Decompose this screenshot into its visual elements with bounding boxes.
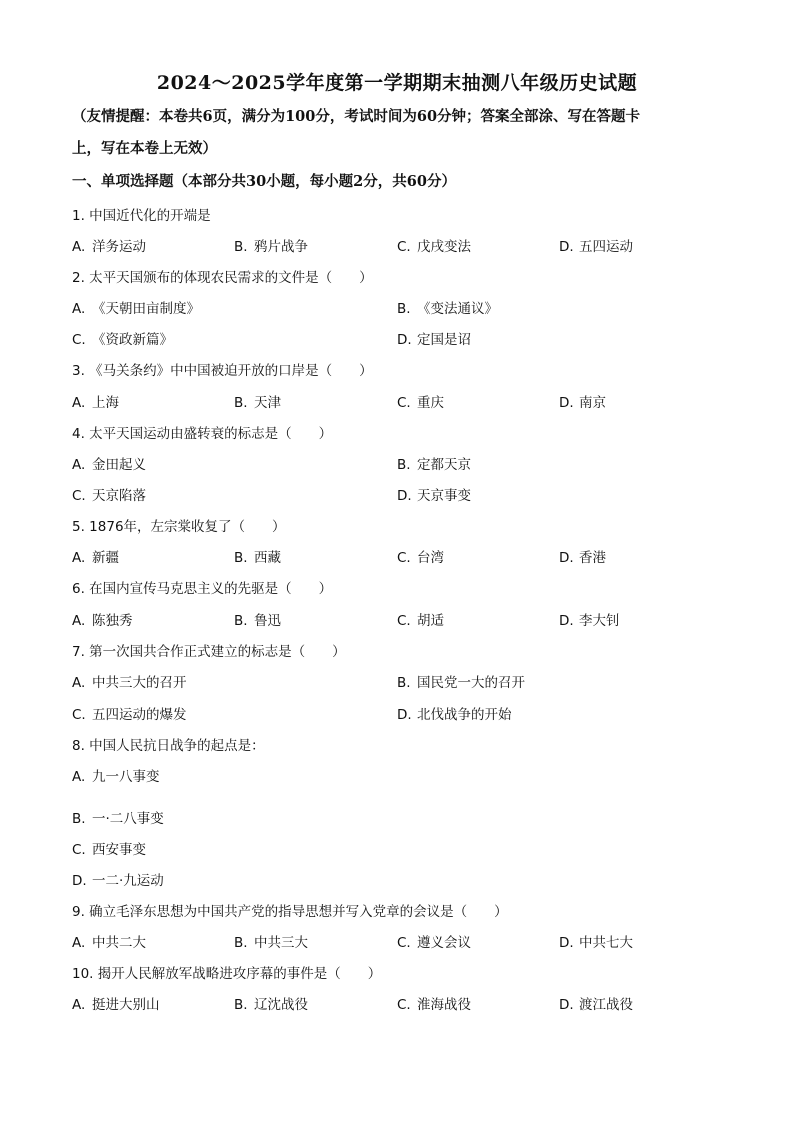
option-letter: D.: [559, 935, 574, 951]
option-text: 戊戌变法: [417, 239, 471, 255]
option-letter: D.: [559, 613, 574, 629]
question-7-option-a: [72, 671, 187, 691]
question-6-option-b: [234, 609, 281, 629]
notice-line-2: 上，写在本卷上无效）: [72, 140, 217, 157]
option-text: 遵义会议: [417, 935, 471, 951]
option-text: 鲁迅: [254, 613, 281, 629]
question-1-option-b: [234, 235, 308, 255]
question-6-option-d: [559, 609, 620, 629]
option-text: 五四运动: [579, 239, 633, 255]
option-letter: D.: [397, 488, 412, 504]
question-1-stem: 1. 中国近代化的开端是: [72, 208, 211, 224]
question-5-option-b: [234, 546, 281, 566]
question-9-option-d: [559, 931, 633, 951]
question-4-stem: 4. 太平天国运动由盛转衰的标志是（ ）: [72, 426, 333, 442]
question-7-option-d: [397, 703, 512, 723]
option-text: 《天朝田亩制度》: [92, 301, 200, 317]
option-letter: B.: [72, 811, 86, 827]
option-text: 九一八事变: [92, 769, 160, 785]
option-letter: D.: [397, 332, 412, 348]
option-text: 渡江战役: [579, 997, 633, 1013]
question-1-option-a: [72, 235, 146, 255]
question-3-option-a: [72, 391, 119, 411]
question-7-option-c: [72, 703, 187, 723]
option-text: 中共三大的召开: [92, 675, 187, 691]
option-text: 重庆: [417, 395, 444, 411]
option-letter: A.: [72, 239, 86, 255]
question-8-stem: 8. 中国人民抗日战争的起点是：: [72, 738, 265, 754]
option-letter: B.: [234, 997, 248, 1013]
section-heading: 一、单项选择题（本部分共30小题，每小题2分，共60分）: [72, 173, 456, 190]
option-text: 五四运动的爆发: [92, 707, 187, 723]
question-7-option-b: [397, 671, 525, 691]
option-text: 天津: [254, 395, 281, 411]
option-text: 一二·九运动: [92, 873, 164, 889]
option-letter: B.: [397, 675, 411, 691]
option-text: 中共三大: [254, 935, 308, 951]
option-text: 一·二八事变: [92, 811, 164, 827]
option-text: 北伐战争的开始: [417, 707, 512, 723]
option-text: 淮海战役: [417, 997, 471, 1013]
question-6-stem: 6. 在国内宣传马克思主义的先驱是（ ）: [72, 581, 333, 597]
option-text: 《变法通议》: [417, 301, 498, 317]
option-letter: C.: [397, 935, 411, 951]
question-2-stem: 2. 太平天国颁布的体现农民需求的文件是（ ）: [72, 270, 373, 286]
option-letter: A.: [72, 997, 86, 1013]
question-10-option-c: [397, 993, 471, 1013]
question-3-option-d: [559, 391, 606, 411]
option-letter: B.: [234, 395, 248, 411]
option-text: 西藏: [254, 550, 281, 566]
option-text: 天京事变: [417, 488, 471, 504]
question-4-option-b: [397, 453, 471, 473]
question-6-option-c: [397, 609, 444, 629]
option-letter: A.: [72, 769, 86, 785]
question-8-option-c: [72, 838, 146, 858]
option-text: 香港: [579, 550, 606, 566]
question-8-option-d: [72, 869, 164, 889]
option-text: 定国是诏: [417, 332, 471, 348]
option-text: 中共二大: [92, 935, 146, 951]
option-letter: D.: [559, 239, 574, 255]
option-letter: D.: [397, 707, 412, 723]
option-text: 鸦片战争: [254, 239, 308, 255]
option-text: 台湾: [417, 550, 444, 566]
option-letter: B.: [234, 613, 248, 629]
option-text: 胡适: [417, 613, 444, 629]
option-letter: C.: [397, 395, 411, 411]
option-text: 《资政新篇》: [92, 332, 173, 348]
question-9-stem: 9. 确立毛泽东思想为中国共产党的指导思想并写入党章的会议是（ ）: [72, 904, 508, 920]
question-1-option-c: [397, 235, 471, 255]
question-6-option-a: [72, 609, 133, 629]
question-1-option-d: [559, 235, 633, 255]
option-letter: B.: [397, 457, 411, 473]
question-5-option-d: [559, 546, 606, 566]
question-9-option-c: [397, 931, 471, 951]
question-4-option-a: [72, 453, 146, 473]
option-letter: B.: [234, 935, 248, 951]
option-text: 李大钊: [579, 613, 620, 629]
question-5-option-a: [72, 546, 119, 566]
question-5-stem: 5. 1876年，左宗棠收复了（ ）: [72, 519, 286, 535]
option-letter: D.: [72, 873, 87, 889]
question-5-option-c: [397, 546, 444, 566]
option-text: 天京陷落: [92, 488, 146, 504]
option-letter: A.: [72, 613, 86, 629]
option-letter: A.: [72, 550, 86, 566]
option-letter: A.: [72, 935, 86, 951]
question-2-option-a: [72, 297, 200, 317]
option-letter: D.: [559, 395, 574, 411]
question-3-stem: 3. 《马关条约》中中国被迫开放的口岸是（ ）: [72, 363, 373, 379]
question-4-option-d: [397, 484, 471, 504]
option-text: 上海: [92, 395, 119, 411]
question-4-option-c: [72, 484, 146, 504]
question-7-stem: 7. 第一次国共合作正式建立的标志是（ ）: [72, 644, 346, 660]
option-letter: C.: [72, 332, 86, 348]
option-text: 新疆: [92, 550, 119, 566]
question-10-option-a: [72, 993, 160, 1013]
option-letter: B.: [234, 239, 248, 255]
option-letter: B.: [397, 301, 411, 317]
question-8-option-a: [72, 765, 160, 785]
question-2-option-c: [72, 328, 173, 348]
option-letter: D.: [559, 997, 574, 1013]
option-letter: B.: [234, 550, 248, 566]
notice-line-1: （友情提醒：本卷共6页，满分为100分，考试时间为60分钟；答案全部涂、写在答题卡: [72, 108, 641, 125]
option-text: 中共七大: [579, 935, 633, 951]
question-10-option-b: [234, 993, 308, 1013]
question-9-option-a: [72, 931, 146, 951]
option-letter: C.: [397, 239, 411, 255]
question-10-option-d: [559, 993, 633, 1013]
question-8-option-b: [72, 807, 164, 827]
option-letter: C.: [72, 842, 86, 858]
option-letter: A.: [72, 395, 86, 411]
option-letter: A.: [72, 675, 86, 691]
option-text: 国民党一大的召开: [417, 675, 525, 691]
option-letter: A.: [72, 457, 86, 473]
option-letter: C.: [72, 488, 86, 504]
option-letter: D.: [559, 550, 574, 566]
question-9-option-b: [234, 931, 308, 951]
question-2-option-b: [397, 297, 498, 317]
option-text: 南京: [579, 395, 606, 411]
option-text: 辽沈战役: [254, 997, 308, 1013]
question-3-option-c: [397, 391, 444, 411]
question-3-option-b: [234, 391, 281, 411]
question-2-option-d: [397, 328, 471, 348]
option-letter: C.: [397, 550, 411, 566]
option-letter: C.: [397, 997, 411, 1013]
exam-title: 2024～2025学年度第一学期期末抽测八年级历史试题: [156, 72, 638, 94]
option-letter: C.: [397, 613, 411, 629]
question-10-stem: 10. 揭开人民解放军战略进攻序幕的事件是（ ）: [72, 966, 382, 982]
option-text: 定都天京: [417, 457, 471, 473]
option-text: 西安事变: [92, 842, 146, 858]
option-text: 金田起义: [92, 457, 146, 473]
option-letter: A.: [72, 301, 86, 317]
option-text: 洋务运动: [92, 239, 146, 255]
option-letter: C.: [72, 707, 86, 723]
option-text: 挺进大别山: [92, 997, 160, 1013]
option-text: 陈独秀: [92, 613, 133, 629]
